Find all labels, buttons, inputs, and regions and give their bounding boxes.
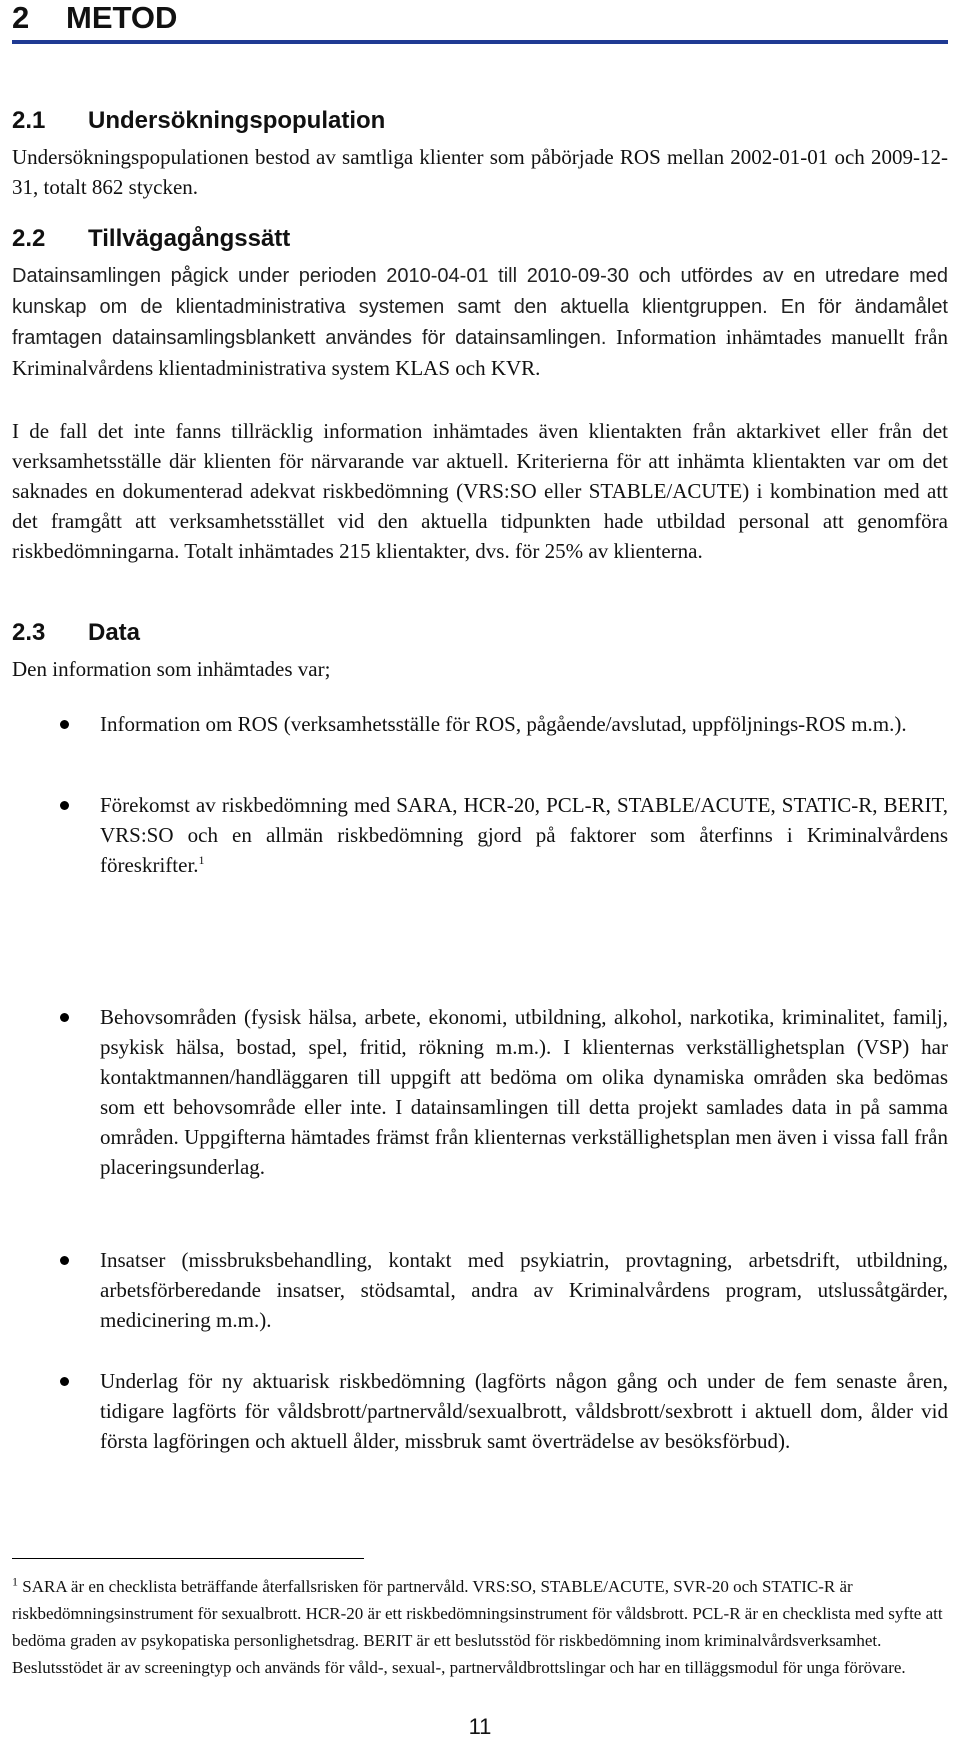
section-title: Data bbox=[88, 619, 141, 646]
footnote-reference[interactable]: 1 bbox=[198, 853, 205, 867]
section-heading-2-3 bbox=[12, 618, 140, 648]
bullet-icon bbox=[60, 1256, 69, 1265]
section-number: 2.3 bbox=[12, 619, 46, 646]
bullet-icon bbox=[60, 801, 69, 810]
footnote-text: SARA är en checklista beträffande återfallsrisken för partnervåld. VRS:SO, STABLE/ACUTE, SVR-20 och STATIC-R är riskbedömningsinstrument för sexualbrott. HCR-20 är ett riskbedömningsinstrument för våldsbrott. PCL-R är en checklista med syfte att bedöma graden av psykopatiska personlighetsdrag. BERIT är ett beslutsstöd för riskbedömning inom kriminalvårdsverksamhet. Beslutsstödet är av screeningtyp och används för våld-, sexual-, partnervåldbrottslingar och har en tilläggsmodul för unga förövare. bbox=[12, 1577, 943, 1677]
section-title: Undersökningspopulation bbox=[88, 107, 386, 134]
method-paragraph-2: I de fall det inte fanns tillräcklig information inhämtades även klientakten från aktarkivet eller från det verksamhetsställe där klienten för närvarande var aktuell. Kriterierna för att inhämta klientakten var om det saknades en dokumenterad adekvat riskbedömning (VRS:SO eller STABLE/ACUTE) i kombination med att det framgått att verksamhetsstället vid den aktuella tidpunkten hade utbildad personal att genomföra riskbedömningarna. Totalt inhämtades 215 klientakter, dvs. för 25% av klienterna. bbox=[12, 419, 948, 563]
section-title: Tillvägagångssätt bbox=[88, 225, 291, 252]
section-heading-2-2 bbox=[12, 224, 290, 254]
method-text-serif: Information inhämtades manuellt från Kriminalvårdens klientadministrativa system KLAS och KVR. bbox=[12, 325, 948, 380]
footnote-separator bbox=[12, 1558, 364, 1559]
section-heading-2-1 bbox=[12, 106, 385, 136]
population-paragraph: Undersökningspopulationen bestod av samtliga klienter som påbörjade ROS mellan 2002-01-01 och 2009-12-31, totalt 862 stycken. bbox=[12, 145, 948, 199]
chapter-number: 2 bbox=[12, 0, 30, 35]
data-intro: Den information som inhämtades var; bbox=[12, 657, 331, 681]
chapter-heading bbox=[12, 0, 948, 44]
list-item: Behovsområden (fysisk hälsa, arbete, ekonomi, utbildning, alkohol, narkotika, kriminalitet, familj, psykisk hälsa, bostad, spel, fritid, rökning m.m.). I klienternas verkställighetsplan (VSP) har kontaktmannen/handläggaren till uppgift att bedöma om olika dynamiska områden ska bedömas som ett behovsområde eller inte. I datainsamlingen till detta projekt samlades data in på samma områden. Uppgifterna hämtades främst från klienternas verkställighetsplan men även i vissa fall från placeringsunderlag. bbox=[12, 1002, 948, 1182]
bullet-icon bbox=[60, 1013, 69, 1022]
method-text-sans: Datainsamlingen pågick under perioden 2010-04-01 till 2010-09-30 och utfördes av en utredare med kunskap om de klientadministrativa systemen samt den aktuella klientgruppen. En för ändamålet framtagen datainsamlingsblankett användes för datainsamlingen. bbox=[12, 265, 948, 349]
list-item: Underlag för ny aktuarisk riskbedömning (lagförts någon gång och under de fem senaste åren, tidigare lagförts för våldsbrott/partnervåld/sexualbrott, våldsbrott/sexbrott i aktuell dom, ålder vid första lagföringen och aktuell ålder, missbruk samt överträdelse av besöksförbud). bbox=[12, 1366, 948, 1456]
bullet-icon bbox=[60, 1377, 69, 1386]
section-number: 2.1 bbox=[12, 107, 46, 134]
section-number: 2.2 bbox=[12, 225, 46, 252]
list-item: Information om ROS (verksamhetsställe för ROS, pågående/avslutad, uppföljnings-ROS m.m.). bbox=[12, 709, 948, 739]
chapter-title: METOD bbox=[66, 0, 178, 35]
footnote bbox=[12, 1573, 948, 1681]
bullet-icon bbox=[60, 720, 69, 729]
method-paragraph-1 bbox=[12, 260, 948, 383]
page-number: 11 bbox=[468, 1714, 492, 1739]
list-item: Förekomst av riskbedömning med SARA, HCR-20, PCL-R, STABLE/ACUTE, STATIC-R, BERIT, VRS:SO och en allmän riskbedömning gjord på faktorer som återfinns i Kriminalvårdens föreskrifter.$^1$ bbox=[12, 790, 948, 880]
list-item: Insatser (missbruksbehandling, kontakt med psykiatrin, provtagning, arbetsdrift, utbildning, arbetsförberedande insatser, stödsamtal, andra av Kriminalvårdens program, utslussåtgärder, medicinering m.m.). bbox=[12, 1245, 948, 1335]
footnote-marker: 1 bbox=[12, 1574, 18, 1589]
